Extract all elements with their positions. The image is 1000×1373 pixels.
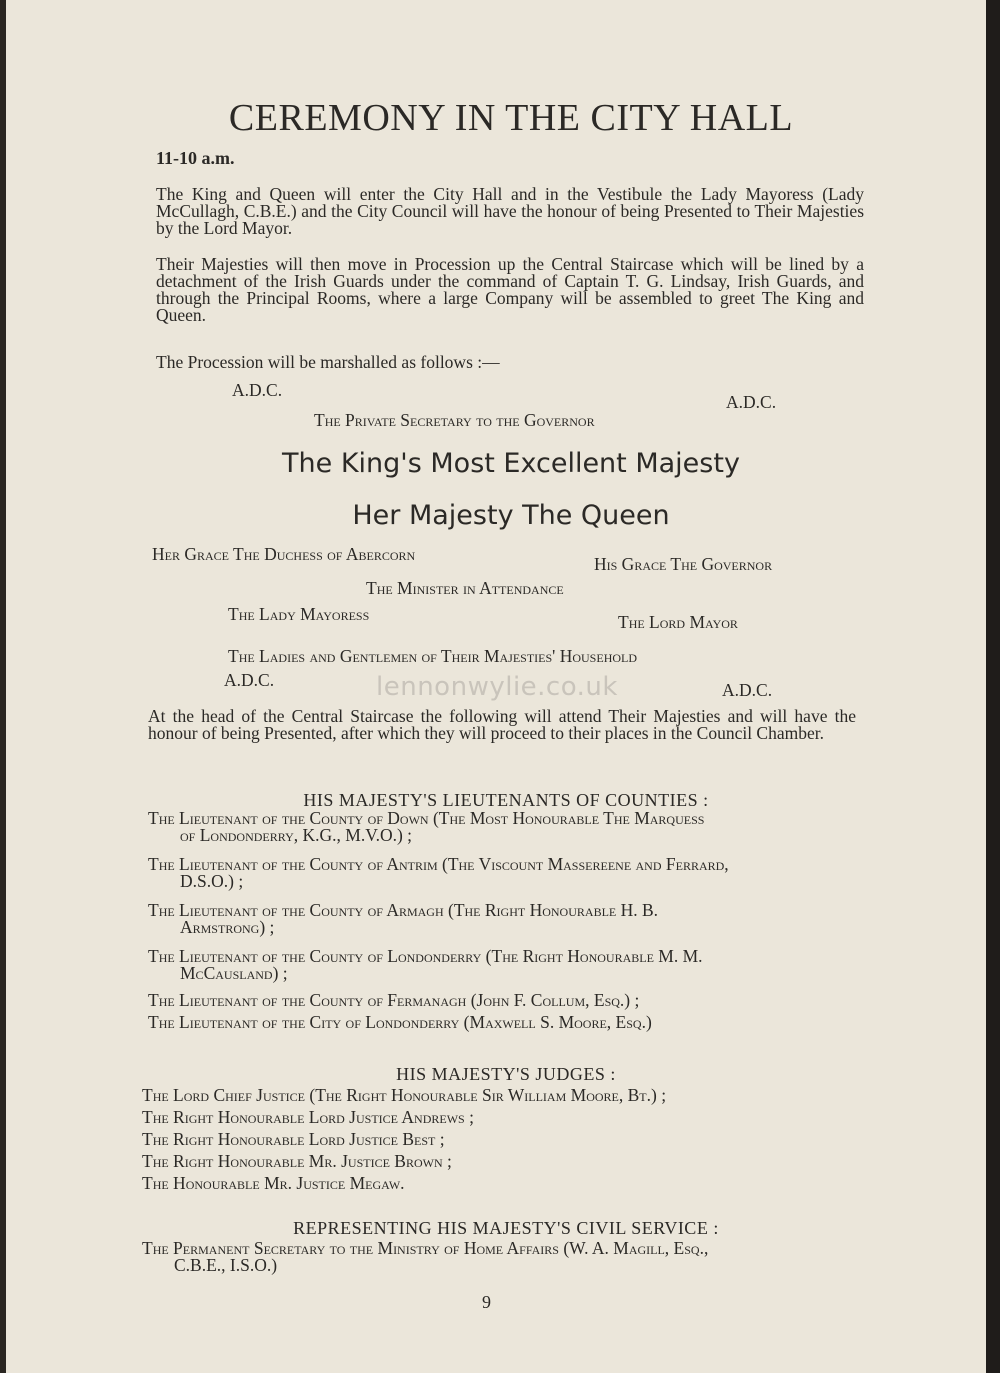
minister-line: The Minister in Attendance xyxy=(366,578,564,598)
list-item-line: The Lieutenant of the City of Londonderry (Maxwell S. Moore, Esq.) xyxy=(148,1012,652,1032)
list-item-line: The Permanent Secretary to the Ministry of Home Affairs (W. A. Magill, Esq., xyxy=(142,1238,709,1258)
queen-line: Her Majesty The Queen xyxy=(352,500,670,531)
list-item xyxy=(148,810,729,856)
private-secretary: The Private Secretary to the Governor xyxy=(314,410,595,430)
list-item xyxy=(148,948,729,992)
paragraph-staircase xyxy=(148,708,856,742)
watermark: lennonwylie.co.uk xyxy=(376,672,618,702)
list-item xyxy=(148,902,729,948)
list-item-continuation: C.B.E., I.S.O.) xyxy=(174,1255,278,1275)
page-edge-shadow xyxy=(986,0,1000,1373)
paragraph-staircase-text: At the head of the Central Staircase the following will attend Their Majesties and will have the honour of being Presented, after which they will proceed to their places in the Council Chamber. xyxy=(148,706,856,743)
marshal-intro: The Procession will be marshalled as follows :— xyxy=(156,352,500,372)
civil-service-heading: REPRESENTING HIS MAJESTY'S CIVIL SERVICE : xyxy=(293,1218,719,1238)
event-time: 11-10 a.m. xyxy=(156,148,235,168)
paragraph-entry xyxy=(156,186,864,237)
list-item: The Right Honourable Lord Justice Best ; xyxy=(142,1129,445,1149)
page-number: 9 xyxy=(482,1292,491,1312)
duchess-line: Her Grace The Duchess of Abercorn xyxy=(152,544,416,564)
paragraph-procession-route-text: Their Majesties will then move in Procession up the Central Staircase which will be lined by a detachment of the Irish Guards under the command of Captain T. G. Lindsay, Irish Guards, and through the Principal Rooms, where a large Company will be assembled to greet The King and Queen. xyxy=(156,254,864,325)
list-item-continuation: McCausland) ; xyxy=(180,963,288,983)
list-item: The Honourable Mr. Justice Megaw. xyxy=(142,1173,405,1193)
lord-mayor-line: The Lord Mayor xyxy=(618,612,738,632)
adc-right-second: A.D.C. xyxy=(722,680,773,700)
list-item-continuation: of Londonderry, K.G., M.V.O.) ; xyxy=(180,825,413,845)
list-item-continuation: Armstrong) ; xyxy=(180,917,275,937)
list-item xyxy=(148,992,729,1014)
lady-mayoress-line: The Lady Mayoress xyxy=(228,604,370,624)
king-line: The King's Most Excellent Majesty xyxy=(282,448,740,479)
page-title: CEREMONY IN THE CITY HALL xyxy=(228,97,794,139)
adc-left-second: A.D.C. xyxy=(224,670,275,690)
paragraph-entry-text: The King and Queen will enter the City Hall and in the Vestibule the Lady Mayoress (Lady McCullagh, C.B.E.) and the City Council will have the honour of being Presented to Their Majesties by the Lord Mayor. xyxy=(156,184,864,238)
governor-line: His Grace The Governor xyxy=(594,554,773,574)
household-line: The Ladies and Gentlemen of Their Majesties' Household xyxy=(228,646,638,666)
paragraph-procession-route xyxy=(156,256,864,324)
lieutenants-list xyxy=(148,810,729,1036)
list-item xyxy=(148,1014,729,1036)
adc-left-first: A.D.C. xyxy=(232,380,283,400)
list-item: The Right Honourable Lord Justice Andrews ; xyxy=(142,1107,474,1127)
list-item-line: The Lieutenant of the County of Armagh (The Right Honourable H. B. xyxy=(148,900,659,920)
list-item-continuation: D.S.O.) ; xyxy=(180,871,244,891)
list-item-line: The Lieutenant of the County of Down (The Most Honourable The Marquess xyxy=(148,808,705,828)
adc-right-first: A.D.C. xyxy=(726,392,777,412)
list-item-line: The Lieutenant of the County of Fermanagh (John F. Collum, Esq.) ; xyxy=(148,990,640,1010)
civil-service-list xyxy=(142,1240,708,1274)
list-item-line: The Lieutenant of the County of Londonderry (The Right Honourable M. M. xyxy=(148,946,703,966)
list-item xyxy=(148,856,729,902)
list-item: The Lord Chief Justice (The Right Honourable Sir William Moore, Bt.) ; xyxy=(142,1085,667,1105)
judges-heading: HIS MAJESTY'S JUDGES : xyxy=(396,1064,616,1084)
list-item-line: The Lieutenant of the County of Antrim (The Viscount Massereene and Ferrard, xyxy=(148,854,729,874)
list-item: The Right Honourable Mr. Justice Brown ; xyxy=(142,1151,452,1171)
document-page xyxy=(6,0,988,1373)
judges-list xyxy=(142,1084,666,1194)
lieutenants-heading: HIS MAJESTY'S LIEUTENANTS OF COUNTIES : xyxy=(303,790,709,810)
